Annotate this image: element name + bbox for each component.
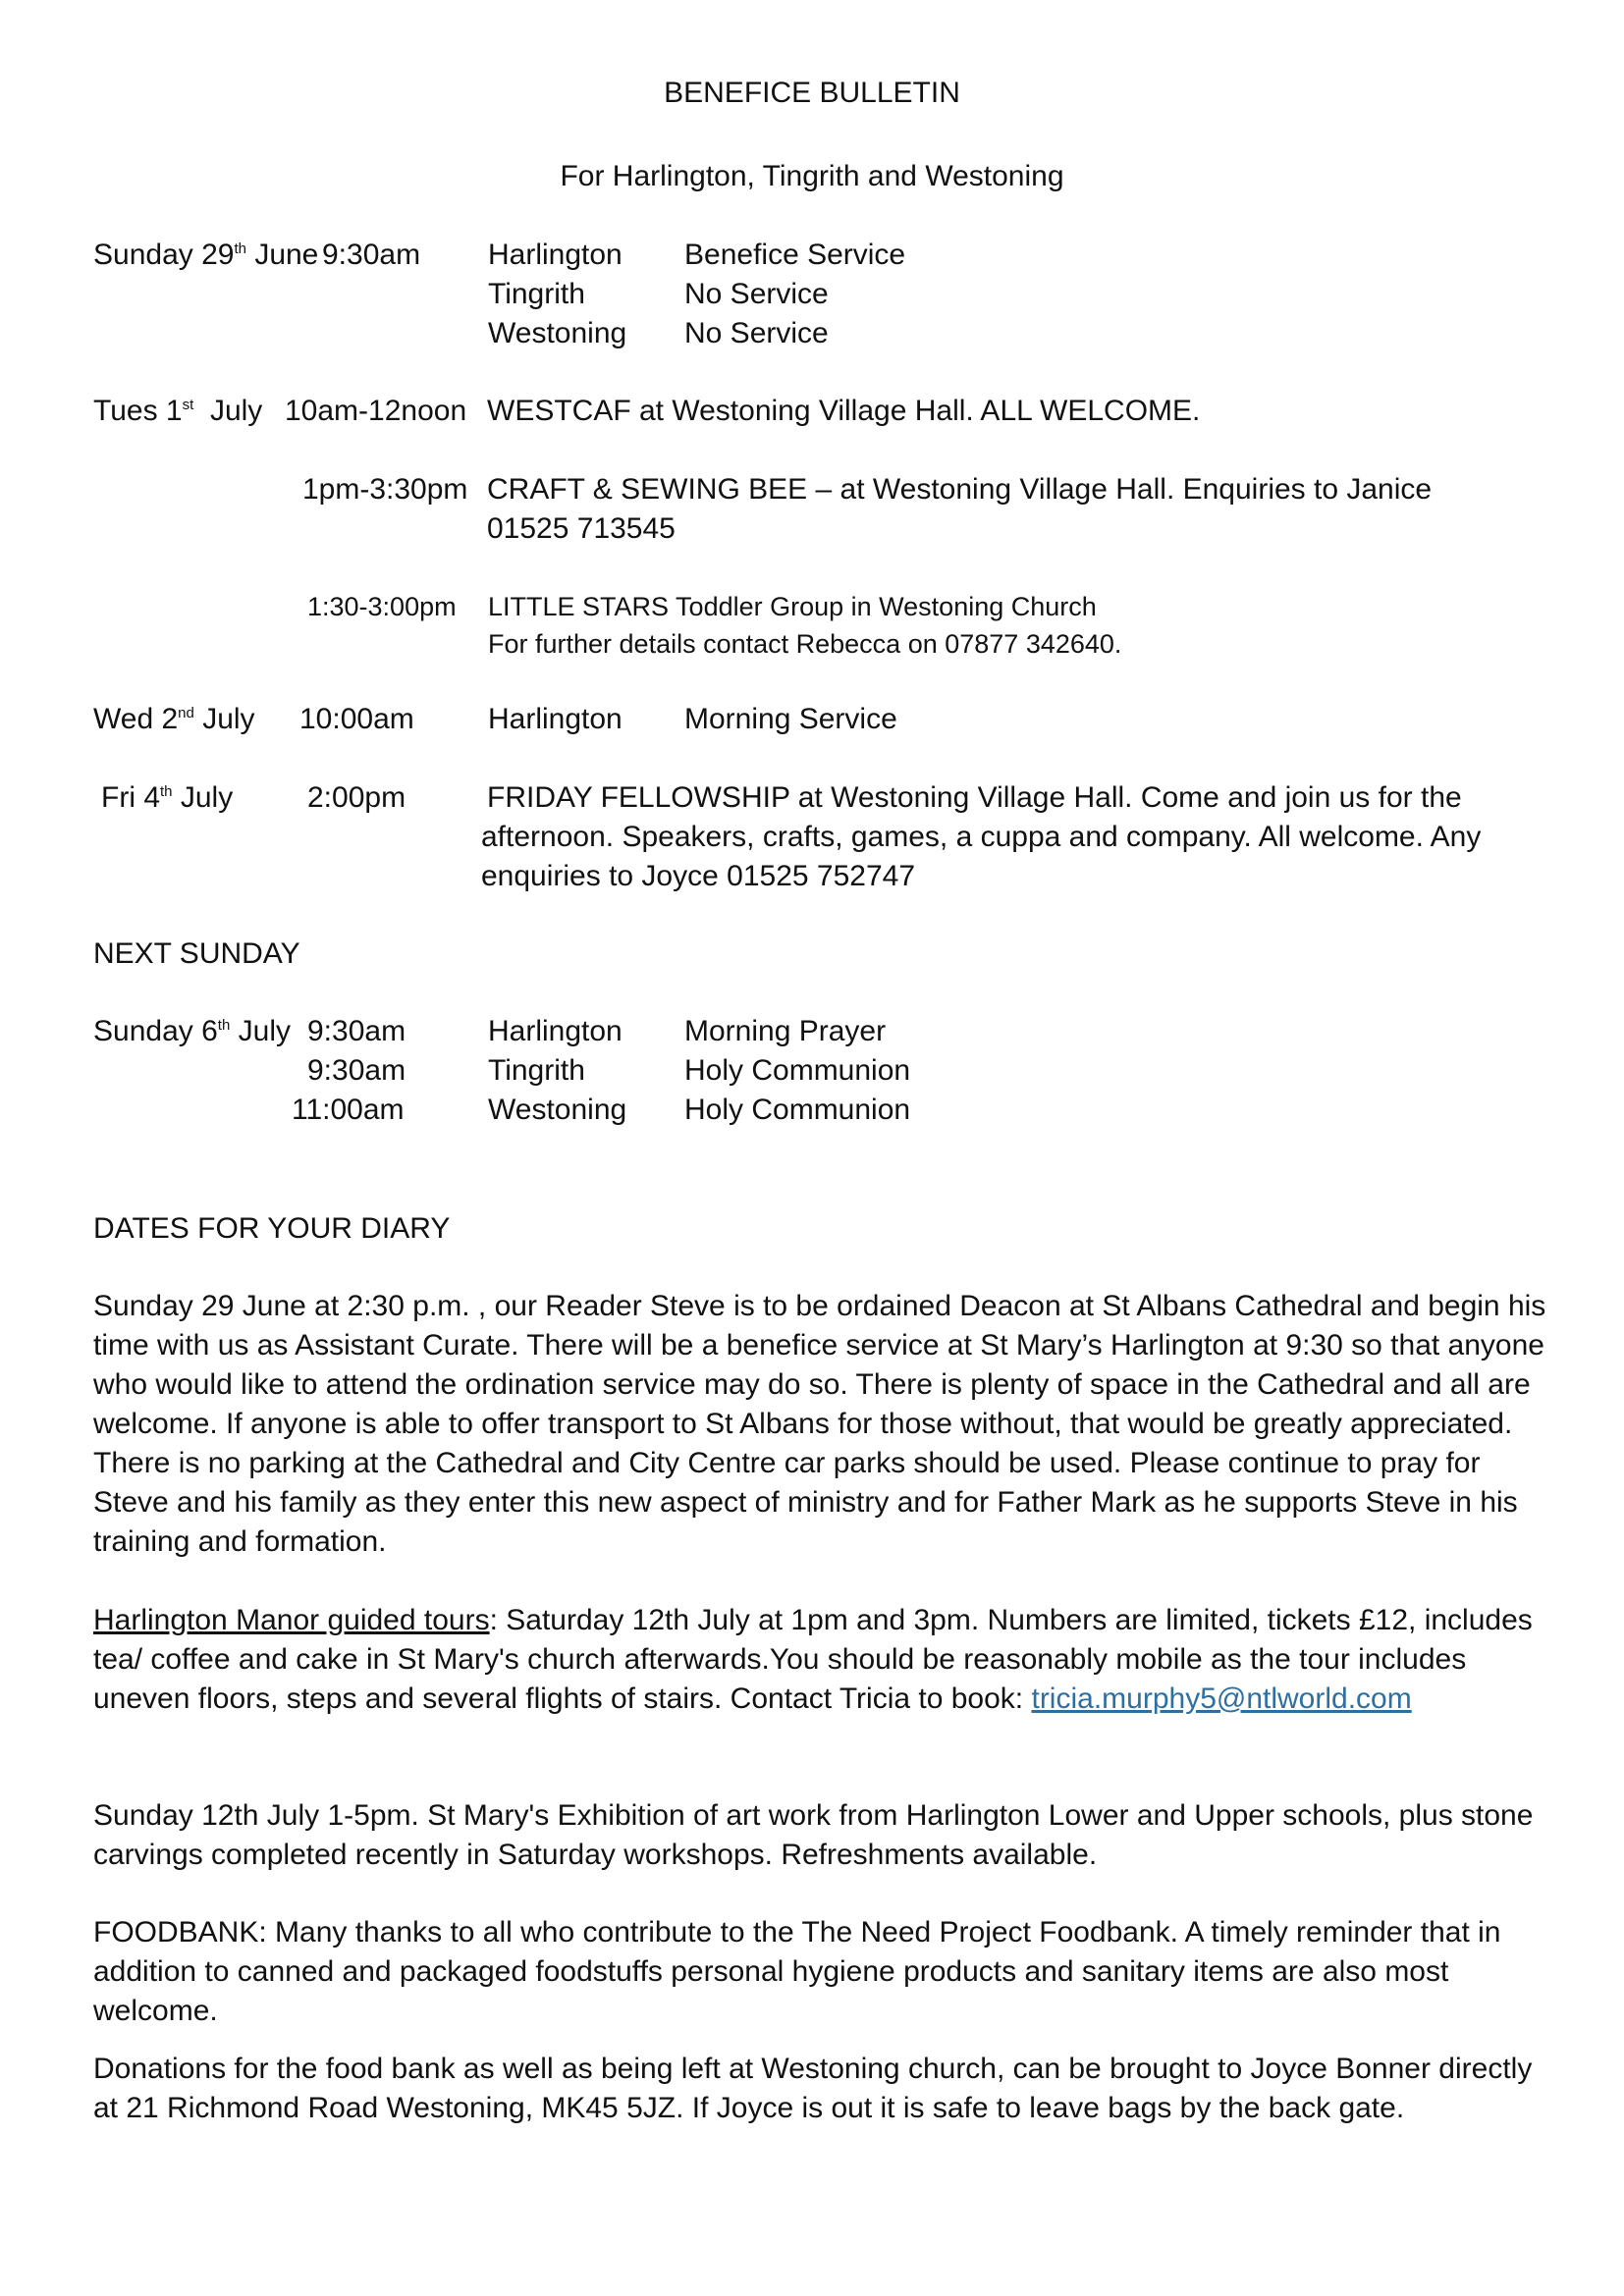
next-sunday-place: Tingrith xyxy=(488,1054,585,1087)
sunday29-place: Tingrith xyxy=(488,278,585,310)
next-sunday-event: Holy Communion xyxy=(684,1094,911,1126)
next-sunday-event: Holy Communion xyxy=(684,1054,911,1087)
sunday29-event: No Service xyxy=(684,278,829,310)
donations-paragraph: Donations for the food bank as well as being left at Westoning church, can be brought to Joyce Bonner directly at 21 Richmond Road Westoning, MK45 5JZ. If Joyce is out it is safe to leave bags by the back gate. xyxy=(93,2053,1533,2124)
tues-event3: LITTLE STARS Toddler Group in Westoning Church xyxy=(488,592,1097,621)
wed-date: Wed 2nd July xyxy=(93,703,255,735)
next-sunday-event: Morning Prayer xyxy=(684,1015,887,1047)
wed-event: Morning Service xyxy=(684,703,897,735)
tues-event2-time: 1pm-3:30pm xyxy=(302,473,468,506)
fri-date: Fri 4th July xyxy=(101,781,234,814)
tues-event1: WESTCAF at Westoning Village Hall. ALL WELCOME. xyxy=(487,395,1201,427)
sunday29-event: Benefice Service xyxy=(684,239,906,271)
manor-tours-title: Harlington Manor guided tours xyxy=(93,1604,490,1636)
page-title: BENEFICE BULLETIN xyxy=(664,77,960,109)
wed-time: 10:00am xyxy=(299,703,414,735)
next-sunday-time: 9:30am xyxy=(307,1015,406,1047)
tricia-email-link[interactable]: tricia.murphy5@ntlworld.com xyxy=(1031,1682,1412,1715)
page-subtitle: For Harlington, Tingrith and Westoning xyxy=(560,160,1064,192)
tues-event2: CRAFT & SEWING BEE – at Westoning Village Hall. Enquiries to Janice xyxy=(487,473,1433,506)
ordination-paragraph: Sunday 29 June at 2:30 p.m. , our Reader Steve is to be ordained Deacon at St Albans Cathedral and begin his time with us as Assistant Curate. There will be a benefice service at St Mary’s Harlington at 9:30 so that anyone who would like to attend the ordination service may do so. There is plenty of space in the Cathedral and all are welcome. If anyone is able to offer transport to St Albans for those without, that would be greatly appreciated. There is no parking at the Cathedral and City Centre car parks should be used. Please continue to pray for Steve and his family as they enter this new aspect of ministry and for Father Mark as he supports Steve in his training and formation. xyxy=(93,1290,1546,1558)
sunday29-place: Harlington xyxy=(488,239,623,271)
exhibition-paragraph: Sunday 12th July 1-5pm. St Mary's Exhibition of art work from Harlington Lower and Upper schools, plus stone carvings completed recently in Saturday workshops. Refreshments available. xyxy=(93,1799,1534,1871)
tues-event1-time: 10am-12noon xyxy=(285,395,467,427)
fri-event-contact: enquiries to Joyce 01525 752747 xyxy=(481,860,916,892)
tues-event3-time: 1:30-3:00pm xyxy=(307,592,457,621)
fri-time: 2:00pm xyxy=(307,781,406,814)
fri-event-details: afternoon. Speakers, crafts, games, a cuppa and company. All welcome. Any xyxy=(481,821,1482,853)
sunday29-date: Sunday 29th June xyxy=(93,239,319,271)
next-sunday-place: Harlington xyxy=(488,1015,623,1047)
tues-event2-phone: 01525 713545 xyxy=(487,512,676,545)
next-sunday-heading: NEXT SUNDAY xyxy=(93,937,300,970)
foodbank-paragraph: FOODBANK: Many thanks to all who contribute to the The Need Project Foodbank. A timely reminder that in addition to canned and packaged foodstuffs personal hygiene products and sanitary items are also most welcome. xyxy=(93,1916,1501,2027)
wed-place: Harlington xyxy=(488,703,623,735)
next-sunday-time: 11:00am xyxy=(292,1094,405,1126)
tues-date: Tues 1st July xyxy=(93,395,263,427)
diary-heading: DATES FOR YOUR DIARY xyxy=(93,1212,451,1245)
fri-event: FRIDAY FELLOWSHIP at Westoning Village Hall. Come and join us for the xyxy=(487,781,1462,814)
next-sunday-date: Sunday 6th July xyxy=(93,1015,291,1047)
tues-event3-contact: For further details contact Rebecca on 07877 342640. xyxy=(488,629,1122,659)
manor-tours-paragraph: Harlington Manor guided tours: Saturday 12th July at 1pm and 3pm. Numbers are limited, tickets £12, includes tea/ coffee and cake in St Mary's church afterwards.You should be reasonably mobile as the tour includes uneven floors, steps and several flights of stairs. Contact Tricia to book: tricia.murphy5@ntlworld.com xyxy=(93,1604,1533,1715)
sunday29-event: No Service xyxy=(684,317,829,349)
sunday29-time: 9:30am xyxy=(322,239,421,271)
sunday29-place: Westoning xyxy=(488,317,627,349)
next-sunday-time: 9:30am xyxy=(307,1054,406,1087)
next-sunday-place: Westoning xyxy=(488,1094,627,1126)
